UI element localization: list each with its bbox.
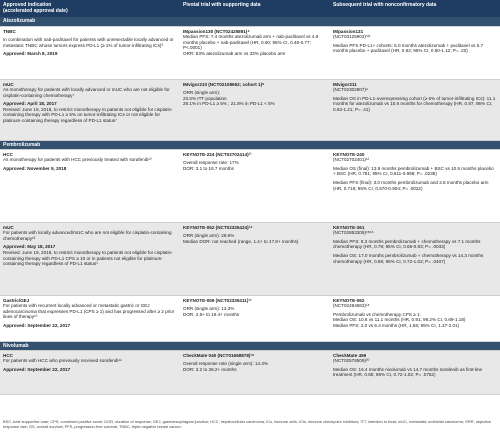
indication-text: For patients with HCC who previously received sorafenib¹⁹ <box>3 358 122 364</box>
revised-note: Revised: June 19, 2018, to restrict monotherapy to patients not eligible for cisplatin-containing therapy with PD-L1 CPS ≥ 10 or in patients not eligible for platinum-containing therapy regardless of PD-L1 status¹ <box>3 249 173 267</box>
indication-cell <box>0 79 180 140</box>
pivotal-cell <box>180 79 330 140</box>
indication-cell <box>0 26 180 79</box>
subsequent-trial-title: KEYNOTE-240 <box>333 151 365 157</box>
pivotal-cell <box>180 350 330 394</box>
indication-cell <box>0 149 180 222</box>
subsequent-cell <box>330 222 500 295</box>
subsequent-trial-title: IMvigor211 <box>333 81 357 87</box>
header-subsequent-trial: Subsequent trial with nonconfirmatory data <box>330 0 500 17</box>
subsequent-trial-results: Median PFS (final): 3.0 months pembrolizumab and 2.8 months placebo arm (HR, 0.718; 95% CI, 0.570-0.904; P= .0022) <box>333 179 489 191</box>
approved-date: Approved: September 22, 2017 <box>3 366 71 372</box>
subsequent-trial-id: (NCT03125902)⁵ʲ⁶ <box>333 34 371 40</box>
indication-name: Gastric/GEJ <box>3 297 30 303</box>
section-pembrolizumab <box>0 140 500 149</box>
subsequent-trial-results: Median OS: 16.4 months nivolumab vs 14.7 months sorafenib as first-line treatment (HR, 0.85; 95% CI, 0.72-1.02; P= .0752) <box>333 366 483 378</box>
subsequent-trial-results: Pembrolizumab vs chemotherapy CPS ≥ 1: Median OS: 10.6 vs 11.1 months (HR, 0.91; 99.2% CI, 0.69-1.18) Median PFS: 2.0 vs 6.4 months (HR, 1.66; 95% CI, 1.37-2.01) <box>333 311 466 328</box>
subsequent-trial-title: KEYNOTE-062 <box>333 297 365 303</box>
pivotal-cell <box>180 26 330 79</box>
subsequent-cell <box>330 295 500 341</box>
subsequent-trial-title: KEYNOTE-361 <box>333 224 365 230</box>
pivotal-cell <box>180 295 330 341</box>
pivotal-trial-results: Overall response rate (single arm): 14.3% DOR: 3.2 to 38.2+ months <box>183 361 269 372</box>
subsequent-cell <box>330 79 500 140</box>
indication-text: For patients with recurrent locally advanced or metastatic gastric or GEJ adenocarcinoma that expresses PD-L1 (CPS ≥ 1) and has progressed after ≥ 2 prior lines of therapy¹⁰ <box>3 303 175 320</box>
section-label: Pembrolizumab <box>0 140 500 149</box>
indication-text: As monotherapy for patients with HCC previously treated with sorafenib¹⁰ <box>3 157 152 163</box>
subsequent-trial-results: Median PFS PD-L1+ cohorts: 6.0 months atezolizumab + paclitaxel vs 5.7 months placebo + paclitaxel (HR, 0.82; 95% CI, 0.60-1.12; P= .20) <box>333 42 484 54</box>
revised-note: Revised: June 19, 2018, to restrict monotherapy to patients not eligible for cisplatin-containing therapy with PD-L1 ≥ 5% on tumor-infiltrating ICs or not eligible for platinum-containing therapy regardless of PD-L1 status⁷ <box>3 106 173 124</box>
subsequent-trial-results: Median PFS: 8.3 months pembrolizumab + chemotherapy vs 7.1 months chemotherapy (HR, 0.78; 95% CI, 0.65-0.93; P= .0033) <box>333 238 481 250</box>
subsequent-trial-title: IMpassion131 <box>333 28 364 34</box>
approved-date: Approved: May 18, 2017 <box>3 244 56 250</box>
subsequent-trial-id: (NCT02302807)⁹ <box>333 87 368 93</box>
pivotal-cell <box>180 222 330 295</box>
subsequent-trial-results: Median OS in PD-L1-overexpressing cohort (≥ 5% of tumor-infiltrating ICs): 11.1 months for atezolizumab vs 10.6 months for chemotherapy (HR, 0.87, 95% CI, 0.63-1.21; P= .41) <box>333 95 496 112</box>
table-row <box>0 222 500 295</box>
subsequent-trial-id: (NCT02853305)¹⁵ʲ¹⁶ <box>333 230 374 236</box>
subsequent-trial-title: CheckMate 459 <box>333 352 367 358</box>
indication-text: For patients with locally advanced/mUC who are not eligible for cisplatin-containing chemotherapy¹³ <box>3 230 172 241</box>
subsequent-cell <box>330 149 500 222</box>
indication-name: mUC <box>3 224 14 230</box>
indication-text: In combination with nab-paclitaxel for patients with unresectable locally advanced or metastatic TNBC whose tumors express PD-L1 (≥ 1% of tumor-infiltrating ICs)³ <box>3 37 174 48</box>
subsequent-trial-results: Median OS (final): 13.9 months pembrolizumab + BSC vs 10.6 months placebo + BSC (HR, 0.781; 95% CI, 0.611-0.998; P= .0238) <box>333 165 494 177</box>
pivotal-trial-title: IMpassion130 (NCT02425891)⁴ <box>183 28 250 34</box>
pivotal-trial-title: KEYNOTE-224 (NCT02702414)¹¹ <box>183 151 252 157</box>
pivotal-trial-results: Overall response rate: 17% DOR: 3.1 to 16.7 months <box>183 160 239 171</box>
pivotal-trial-title: CheckMate 040 (NCT01658878)¹⁸ <box>183 352 255 358</box>
indication-cell <box>0 222 180 295</box>
pivotal-trial-title: IMvigor210 (NCT02108652; cohort 1)⁸ <box>183 81 265 87</box>
table-footnote: BSC, best supportive care; CPS, combined positive score; DOR, duration of response; GEJ, gastroesophageal junction; HCC, hepatocellular carcinoma; ICs, immune cells; ICIs, immune checkpoint inhibitors; ITT, intention to treat; mUC, metastatic urothelial carcinoma; ORR, objective response rate; OS, overall survival; PFS, progression-free survival; TNBC, triple-negative breast cancer. <box>3 419 492 429</box>
subsequent-trial-id: (NCT02576509)²⁰ <box>333 358 370 364</box>
section-atezolizumab <box>0 17 500 26</box>
indication-name: HCC <box>3 151 13 157</box>
pivotal-trial-results: Median PFS: 7.4 months atezolizumab arm + nab-paclitaxel vs 4.8 months placebo + nab-paclitaxel (HR, 0.60; 95% CI, 0.48-0.77; P<.0001) ORR: 53% atezolizumab arm vs 33% placebo arm <box>183 34 319 56</box>
indication-cell <box>0 350 180 394</box>
table-header-row <box>0 0 500 17</box>
table-row <box>0 79 500 140</box>
pivotal-trial-results: ORR (single arm): 13.3% DOR: 2.8+ to 19.4+ months <box>183 306 240 317</box>
pivotal-trial-results: ORR (single arm): 28.6% Median DOR: not reached (range, 1.4+ to 17.8+ months) <box>183 233 299 244</box>
subsequent-cell <box>330 26 500 79</box>
subsequent-cell <box>330 350 500 394</box>
pivotal-trial-title: KEYNOTE-059 (NCT02335411)¹⁷ <box>183 297 252 303</box>
table-row <box>0 350 500 394</box>
header-approved-indication: Approved indication (accelerated approval date) <box>0 0 180 17</box>
approved-date: Approved: November 9, 2018 <box>3 165 67 171</box>
indication-name: TNBC <box>3 28 16 34</box>
approved-date: Approved: March 8, 2019 <box>3 51 58 57</box>
subsequent-trial-id: (NCT02702401)¹² <box>333 157 369 163</box>
pivotal-cell <box>180 149 330 222</box>
indication-text: As monotherapy for patients with locally advanced or mUC who are not eligible for cisplatin-containing chemotherapy⁷ <box>3 87 170 98</box>
section-nivolumab <box>0 341 500 350</box>
section-label: Atezolizumab <box>0 17 500 26</box>
header-pivotal-trial: Pivotal trial with supporting data <box>180 0 330 17</box>
indication-name: HCC <box>3 352 13 358</box>
table-row <box>0 26 500 79</box>
subsequent-trial-id: (NCT02494583)¹⁸ <box>333 303 370 309</box>
pivotal-trial-title: KEYNOTE-052 (NCT02335424)¹⁴ <box>183 224 253 230</box>
subsequent-trial-results: Median OS: 17.0 months pembrolizumab + chemotherapy vs 14.3 months chemotherapy (HR, 0.86; 95% CI, 0.72-1.02; P= .0407) <box>333 252 484 264</box>
pivotal-trial-results: ORR (single arm): 23.5% ITT population 28.1% in PD-L1 ≥ 5% ; 21.8% in PD-L1 < 5% <box>183 90 275 107</box>
indication-cell <box>0 295 180 341</box>
indication-name: mUC <box>3 81 14 87</box>
section-label: Nivolumab <box>0 341 500 350</box>
approved-date: Approved: September 22, 2017 <box>3 322 71 328</box>
table-row <box>0 149 500 222</box>
approved-date: Approved: April 18, 2017 <box>3 101 57 107</box>
table-row <box>0 295 500 341</box>
